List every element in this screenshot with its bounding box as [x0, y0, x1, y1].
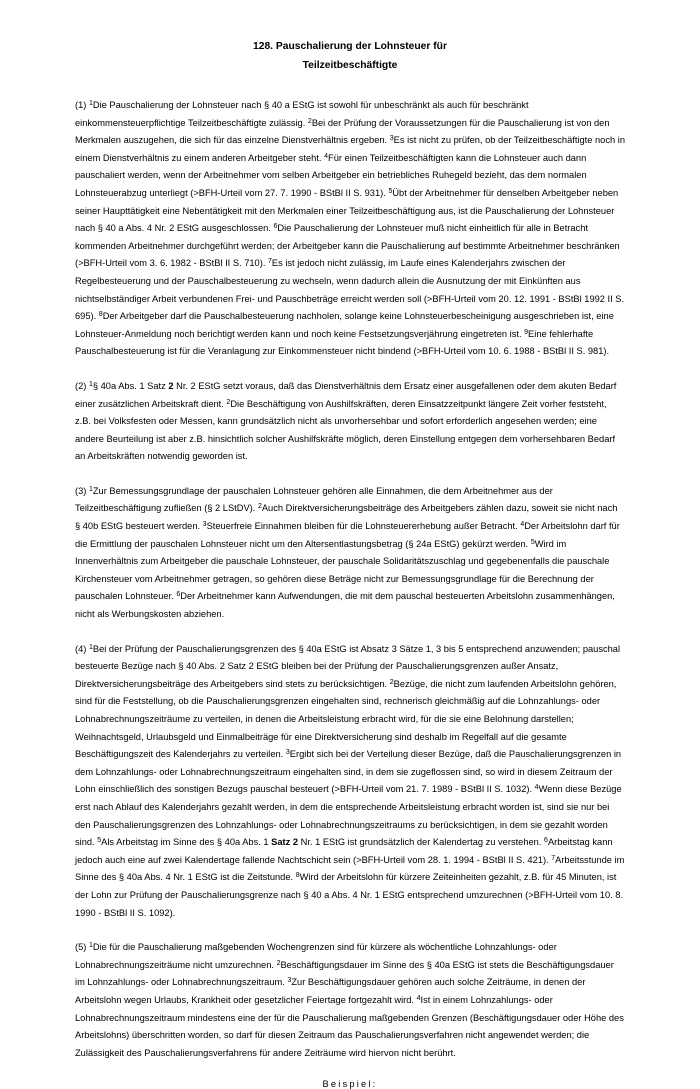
sentence-number: 5	[97, 837, 102, 845]
sentence-number: 7	[268, 258, 272, 266]
sentence-number: 4	[520, 521, 525, 529]
sentence-text: Der Arbeitgeber darf die Pauschalbesteuerung nachholen, solange keine Lohnsteuerbescheinigung ausgeschrieben ist, eine Lohnsteuer-Anmeldung noch berichtigt werden kann und noch keine Festsetzungsverjährung eingetreten ist.	[75, 311, 614, 339]
sentence-number: 1	[88, 942, 93, 950]
sentence-text: Bei der Prüfung der Pauschalierungsgrenzen des § 40a EStG ist Absatz 3 Sätze 1, 3 bis 5 entsprechend anzuwenden; pauschal besteuerte Bezüge nach § 40 Abs. 2 Satz 2 EStG bleiben bei der Prüfung der Pauschalierungsgrenzen außer Ansatz, Direktversicherungsbeiträge des Arbeitgebers sind stets zu berücksichtigen.	[75, 643, 621, 689]
sentence-text: Die Beschäftigung von Aushilfskräften, deren Einsatzzeitpunkt längere Zeit vorher feststeht, z.B. bei Volksfesten oder Messen, kann grundsätzlich nicht als unvorhersehbar und sofort erforderlich angesehen werden; eine andere Beurteilung ist aber z.B. hinsichtlich solcher Aushilfskräfte möglich, deren Einstellung entgegen dem vorhersehbaren Bedarf an Arbeitskräften notwendig geworden ist.	[75, 398, 616, 462]
sentence-number: 2	[226, 398, 231, 406]
sentence-number: 3	[287, 977, 292, 985]
sentence-text: Zur Beschäftigungsdauer gehören auch solche Zeiträume, in denen der Arbeitslohn wegen Urlaubs, Krankheit oder gesetzlicher Feiertage fortgezahlt wird.	[75, 977, 586, 1005]
sentence-number: 4	[324, 152, 329, 160]
sentence-number: 2	[389, 678, 394, 686]
sentence-text: Steuerfreie Einnahmen bleiben für die Lohnsteuererhebung außer Betracht.	[206, 521, 518, 532]
sentence-text: Bezüge, die nicht zum laufenden Arbeitslohn gehören, sind für die Feststellung, ob die Pauschalierungsgrenzen eingehalten sind, rechnerisch gleichmäßig auf die Lohnzahlungs- oder Lohnabrechnungszeiträume zu verteilen, in denen die Arbeitsleistung erbracht wird, für die sie eine Belohnung darstellen; Weihnachtsgeld, Urlaubsgeld und Einmalbeiträge für eine Direktversicherung sind deshalb im Regelfall auf die gesamte Beschäftigungszeit des Kalenderjahrs zu verteilen.	[75, 678, 617, 760]
sentence-number: 6	[176, 591, 181, 599]
sentence-number: 1	[88, 380, 93, 388]
sentence-number: 1	[88, 485, 93, 493]
sentence-text: Der Arbeitnehmer kann Aufwendungen, die mit dem pauschal besteuerten Arbeitslohn zusammenhängen, nicht als Werbungskosten abziehen.	[75, 591, 615, 620]
paragraph-number: (2)	[75, 380, 87, 391]
sentence-text: Beschäftigungsdauer im Sinne des § 40a EStG ist stets die Beschäftigungsdauer im Lohnzahlungs- oder Lohnabrechnungszeitraum.	[75, 959, 614, 988]
paragraph-p3	[75, 483, 625, 624]
sentence-text: Eine fehlerhafte Pauschalbesteuerung ist für die Veranlagung zur Einkommensteuer nicht bindend (>BFH-Urteil vom 10. 6. 1988 - BStBl II S. 981).	[75, 328, 610, 357]
sentence-number: 3	[202, 521, 207, 529]
sentence-text: Arbeitstag kann jedoch auch eine auf zwei Kalendertage fallende Nachtschicht sein (>BFH-Urteil vom 28. 1. 1994 - BStBl II S. 421).	[75, 837, 613, 865]
sentence-number: 6	[544, 837, 548, 845]
paragraph-number: (5)	[75, 942, 87, 953]
sentence-number: 9	[524, 328, 529, 336]
sentence-number: 1	[88, 100, 93, 107]
paragraph-p1	[75, 97, 625, 361]
sentence-number: 4	[534, 784, 539, 792]
sentence-number: 2	[257, 503, 262, 511]
sentence-number: 5	[388, 187, 393, 195]
sentence-number: 2	[276, 959, 281, 967]
title-line-1: 128. Pauschalierung der Lohnsteuer für	[253, 41, 447, 52]
paragraph-p2	[75, 378, 625, 466]
sentence-text: Die für die Pauschalierung maßgebenden Wochengrenzen sind für kürzere als wöchentliche Lohnzahlungs- oder Lohnabrechnungszeiträume nicht umzurechnen.	[75, 942, 557, 970]
example-heading: Beispiel:	[322, 1079, 378, 1089]
sentence-text: Für einen Teilzeitbeschäftigten kann die Lohnsteuer auch dann pauschaliert werden, wenn der Arbeitnehmer vom selben Arbeitgeber ein betriebliches Ruhegeld bezieht, das dem normalen Lohnsteuerabzug unterliegt (>BFH-Urteil vom 27. 7. 1990 - BStBl II S. 931).	[75, 152, 587, 198]
title-line-2: Teilzeitbeschäftigte	[302, 60, 398, 71]
sentence-number: 2	[307, 117, 312, 125]
sentence-number: 3	[389, 135, 394, 143]
sentence-number: 7	[551, 854, 556, 862]
sentence-number: 3	[285, 749, 290, 757]
sentence-number: 4	[416, 994, 421, 1002]
paragraph-p5	[75, 939, 625, 1062]
sentence-text: Übt der Arbeitnehmer für denselben Arbeitgeber neben seiner Haupttätigkeit eine Nebentätigkeit mit den Merkmalen einer Teilzeitbeschäftigung aus, ist die Pauschalierung der Lohnsteuer nach § 40 a Abs. 4 Nr. 2 EStG ausgeschlossen.	[75, 187, 619, 234]
sentence-number: 8	[295, 872, 300, 880]
sentence-text: Auch Direktversicherungsbeiträge des Arbeitgebers zählen dazu, soweit sie nicht nach § 40b EStG besteuert werden.	[75, 503, 618, 532]
sentence-number: 5	[530, 538, 535, 546]
sentence-text: Ist in einem Lohnzahlungs- oder Lohnabrechnungszeitraum mindestens eine der für die Pauschalierung maßgebenden Grenzen (Beschäftigungsdauer oder Höhe des Arbeitslohns) überschritten worden, so darf für diesen Zeitraum das Pauschalierungsverfahren nicht angewendet werden; die Zulässigkeit des Pauschalierungsverfahrens für andere Zeiträume wird hiervon nicht berührt.	[75, 994, 624, 1058]
sentence-text: Die Pauschalierung der Lohnsteuer nach § 40 a EStG ist sowohl für unbeschränkt als auch für beschränkt einkommensteuerpflichtige Teilzeitbeschäftigte zulässig.	[75, 100, 529, 128]
sentence-text: Wird der Arbeitslohn für kürzere Zeiteinheiten gezahlt, z.B. für 45 Minuten, ist der Lohn zur Prüfung der Pauschalierungsgrenze nach § 40 a Abs. 4 Nr. 1 EStG entsprechend umzurechnen (>BFH-Urteil vom 10. 8. 1990 - BStBl II S. 1092).	[75, 872, 624, 918]
paragraph-number: (4)	[75, 643, 87, 654]
document-title	[75, 37, 625, 75]
paragraph-p4	[75, 641, 625, 923]
sentence-text: Wird im Innenverhältnis zum Arbeitgeber die pauschale Lohnsteuer, der pauschale Solidaritätszuschlag und gegebenenfalls die pauschale Kirchensteuer vom Arbeitnehmer getragen, so gehören diese Beträge nicht zur Bemessungsgrundlage für die Berechnung der pauschalen Lohnsteuer.	[75, 538, 610, 602]
sentence-text: Die Pauschalierung der Lohnsteuer muß nicht einheitlich für alle in Betracht kommenden Arbeitnehmer durchgeführt werden; der Arbeitgeber kann die Pauschalierung auf bestimmte Arbeitnehmer beschränken (>BFH-Urteil vom 3. 6. 1982 - BStBl II S. 710).	[75, 223, 620, 269]
sentence-number: 8	[98, 311, 103, 319]
sentence-text: Zur Bemessungsgrundlage der pauschalen Lohnsteuer gehören alle Einnahmen, die dem Arbeitnehmer aus der Teilzeitbeschäftigung zufließen (§ 2 LStDV).	[75, 485, 553, 514]
sentence-text: Es ist jedoch nicht zulässig, im Laufe eines Kalenderjahrs zwischen der Regelbesteuerung und der Pauschalbesteuerung zu wechseln, wenn dadurch allein die Ausnutzung der mit Einkünften aus nichtselbständiger Arbeit verbundenen Frei- und Pauschbeträge erreicht werden soll (>BFH-Urteil vom 20. 12. 1991 - BStBl 1992 II S. 695).	[75, 258, 625, 322]
sentence-text: Bei der Prüfung der Voraussetzungen für die Pauschalierung ist von den Merkmalen auszugehen, die sich für das einzelne Dienstverhältnis ergeben.	[75, 117, 610, 146]
sentence-text: Als Arbeitstag im Sinne des § 40a Abs. 1 Satz 2 Nr. 1 EStG ist grundsätzlich der Kalendertag zu verstehen.	[101, 837, 542, 848]
sentence-text: Wenn diese Bezüge erst nach Ablauf des Kalenderjahrs gezahlt werden, in dem die entsprechende Arbeitsleistung erbracht worden ist, sind sie nur bei den Pauschalierungsgrenzen des Lohnzahlungs- oder Lohnabrechnungszeitraums zu berücksichtigen, in dem sie gezahlt worden sind.	[75, 784, 622, 848]
sentence-text: Arbeitsstunde im Sinne des § 40a Abs. 4 Nr. 1 EStG ist die Zeitstunde.	[75, 854, 625, 883]
paragraph-list	[75, 97, 625, 1062]
sentence-text: Ergibt sich bei der Verteilung dieser Bezüge, daß die Pauschalierungsgrenzen in dem Lohnzahlungs- oder Lohnabrechnungszeitraum eingehalten sind, in dem sie zugeflossen sind, so wird in diesem Zeitraum der Lohn einschließlich des sonstigen Bezugs pauschal besteuert (>BFH-Urteil vom 21. 7. 1989 - BStBl II S. 1032).	[75, 749, 622, 795]
sentence-text: Es ist nicht zu prüfen, ob der Teilzeitbeschäftigte noch in einem Dienstverhältnis zu einem anderen Arbeitgeber steht.	[75, 135, 625, 163]
sentence-number: 6	[273, 223, 278, 231]
paragraph-number: (3)	[75, 485, 87, 496]
sentence-number: 1	[88, 643, 93, 651]
paragraph-number: (1)	[75, 100, 87, 110]
sentence-text: § 40a Abs. 1 Satz 2 Nr. 2 EStG setzt voraus, daß das Dienstverhältnis dem Ersatz einer ausgefallenen oder dem akuten Bedarf einer zusätzlichen Arbeitskraft dient.	[75, 380, 617, 409]
sentence-text: Der Arbeitslohn darf für die Ermittlung der pauschalen Lohnsteuer nicht um den Altersentlastungsbetrag (§ 24a EStG) gekürzt werden.	[75, 521, 620, 549]
